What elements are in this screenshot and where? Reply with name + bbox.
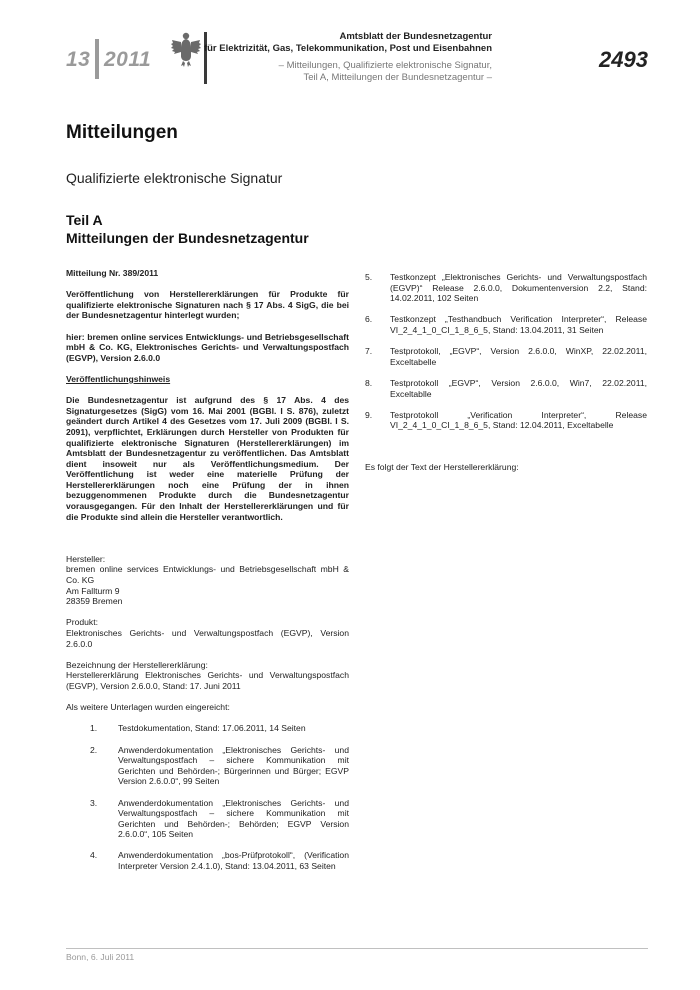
publication-title-line1: Amtsblatt der Bundesnetzagentur: [339, 31, 492, 42]
running-head-line1: – Mitteilungen, Qualifizierte elektronische Signatur,: [278, 60, 492, 71]
list-item-text: Testkonzept „Testhandbuch Verification Interpreter“, Release VI_2_4_1_0_CI_1_8_6_5, Stand: 13.04.2011, 31 Seiten: [390, 314, 647, 335]
manufacturer-city: 28359 Bremen: [66, 596, 123, 607]
left-column: [66, 268, 349, 882]
list-item-number: 2.: [90, 744, 98, 755]
list-item-text: Testprotokoll „EGVP“, Version 2.6.0.0, Win7, 22.02.2011, Exceltablle: [390, 377, 647, 399]
list-item-number: 6.: [365, 314, 373, 325]
list-item-number: 7.: [365, 346, 373, 357]
notice-subject: hier: bremen online services Entwicklungs- und Betriebsgesellschaft mbH & Co. KG, Elektronisches Gerichts- und Verwaltungspostfach (EGVP), Version 2.6.0.0: [66, 331, 349, 363]
list-item-text: Testprotokoll, „EGVP“, Version 2.6.0.0, WinXP, 22.02.2011, Exceltabelle: [390, 346, 647, 367]
section-heading: Mitteilungen: [66, 122, 178, 143]
part-label: Teil A: [66, 212, 103, 228]
list-item: [365, 346, 647, 367]
list-item-number: 5.: [365, 272, 373, 282]
declaration-label: Bezeichnung der Herstellererklärung:: [66, 659, 208, 670]
manufacturer-block: [66, 554, 349, 607]
list-item-text: Testprotokoll „Verification Interpreter“, Release VI_2_4_1_0_CI_1_8_6_5, Stand: 12.04.2011, Exceltabelle: [390, 409, 647, 431]
list-item-number: 1.: [90, 723, 98, 734]
issue-divider: [95, 39, 99, 79]
closing-note: Es folgt der Text der Herstellererklärung:: [365, 461, 519, 472]
list-item-text: Anwenderdokumentation „Elektronisches Gerichts- und Verwaltungspostfach – sichere Kommunikation mit Gerichten und Behörden-; Bürgerinnen und Bürger; EGVP Version 2.6.0.0“, 99 Seiten: [118, 744, 349, 787]
manufacturer-label: Hersteller:: [66, 553, 106, 564]
list-item: [365, 314, 647, 335]
manufacturer-name: bremen online services Entwicklungs- und Betriebsgesellschaft mbH & Co. KG: [66, 564, 349, 586]
list-item: [66, 745, 349, 787]
publication-header: [204, 31, 492, 83]
footer-rule: [66, 948, 648, 949]
publication-title-line2: für Elektrizität, Gas, Telekommunikation, Post und Eisenbahnen: [203, 42, 492, 54]
product-block: [66, 617, 349, 649]
product-value: Elektronisches Gerichts- und Verwaltungspostfach (EGVP), Version 2.6.0.0: [66, 628, 349, 649]
federal-eagle-icon: [170, 30, 202, 68]
list-item-number: 8.: [365, 377, 373, 388]
list-item: [66, 723, 349, 734]
documents-intro: Als weitere Unterlagen wurden eingereicht:: [66, 702, 230, 713]
part-title: Mitteilungen der Bundesnetzagentur: [66, 230, 309, 246]
list-item-text: Anwenderdokumentation „Elektronisches Gerichts- und Verwaltungspostfach – sichere Kommunikation mit Gerichten und Behörden-; Behörden; EGVP Version 2.6.0.0“, 105 Seiten: [118, 797, 349, 840]
list-item-text: Testdokumentation, Stand: 17.06.2011, 14 Seiten: [118, 723, 306, 734]
running-head-line2: Teil A, Mitteilungen der Bundesnetzagentur –: [303, 71, 492, 83]
list-item-text: Anwenderdokumentation „bos-Prüfprotokoll“, (Verification Interpreter Version 2.4.1.0), Stand: 13.04.2011, 63 Seiten: [118, 850, 349, 872]
list-item: [365, 410, 647, 431]
page-number: 2493: [599, 47, 648, 72]
right-column: [365, 272, 647, 483]
list-item: [66, 798, 349, 840]
list-item-number: 9.: [365, 409, 373, 420]
footer-place-date: Bonn, 6. Juli 2011: [66, 952, 135, 962]
product-label: Produkt:: [66, 617, 99, 628]
notice-intro: Veröffentlichung von Herstellererklärungen für Produkte für qualifizierte elektronische Signaturen nach § 17 Abs. 4 SigG, die bei der Bundesnetzagentur hinterlegt wurden;: [66, 289, 349, 321]
notice-hint-text: Die Bundesnetzagentur ist aufgrund des § 17 Abs. 4 des Signaturgesetzes (SigG) vom 16. Mai 2001 (BGBl. I S. 876), zuletzt geändert durch Artikel 4 des Gesetzes vom 17. Juli 2009 (BGBl. I S. 2091), verpflichtet, Erklärungen durch Hersteller von Produkten für qualifizierte elektronische Signaturen (Herstellererklärungen) im Amtsblatt der Bundesnetzagentur zu veröffentlichen. Das Amtsblatt dient insoweit nur als Veröffentlichungsmedium. Der Veröffentlichung ist weder eine materielle Prüfung der Herstellererklärungen noch eine Prüfung der in ihnen bezuggenommenen Produkte durch die Bundesnetzagentur vorausgegangen. Für den Inhalt der Herstellererklärungen und für die Produkte sind allein die Hersteller verantwortlich.: [66, 395, 349, 522]
list-item-number: 3.: [90, 797, 98, 808]
list-item: [66, 850, 349, 871]
declaration-block: [66, 660, 349, 692]
issue-number: 13: [66, 48, 91, 71]
notice-hint-heading: Veröffentlichungshinweis: [66, 373, 171, 384]
list-item-text: Testkonzept „Elektronisches Gerichts- und Verwaltungspostfach (EGVP)“ Release 2.6.0.0, Dokumentenversion 2.2, Stand: 14.02.2011, 102 Seiten: [390, 272, 647, 304]
list-item: [365, 378, 647, 399]
issue-year: 2011: [104, 48, 152, 71]
list-item-number: 4.: [90, 850, 98, 861]
declaration-value: Herstellererklärung Elektronisches Gerichts- und Verwaltungspostfach (EGVP), Version 2.6.0.0, Stand: 17. Juni 2011: [66, 670, 349, 691]
list-item: [365, 272, 647, 304]
manufacturer-street: Am Fallturm 9: [66, 585, 120, 596]
part-heading: [66, 211, 309, 247]
notice-number: Mitteilung Nr. 389/2011: [66, 268, 159, 278]
section-subheading: Qualifizierte elektronische Signatur: [66, 170, 283, 186]
